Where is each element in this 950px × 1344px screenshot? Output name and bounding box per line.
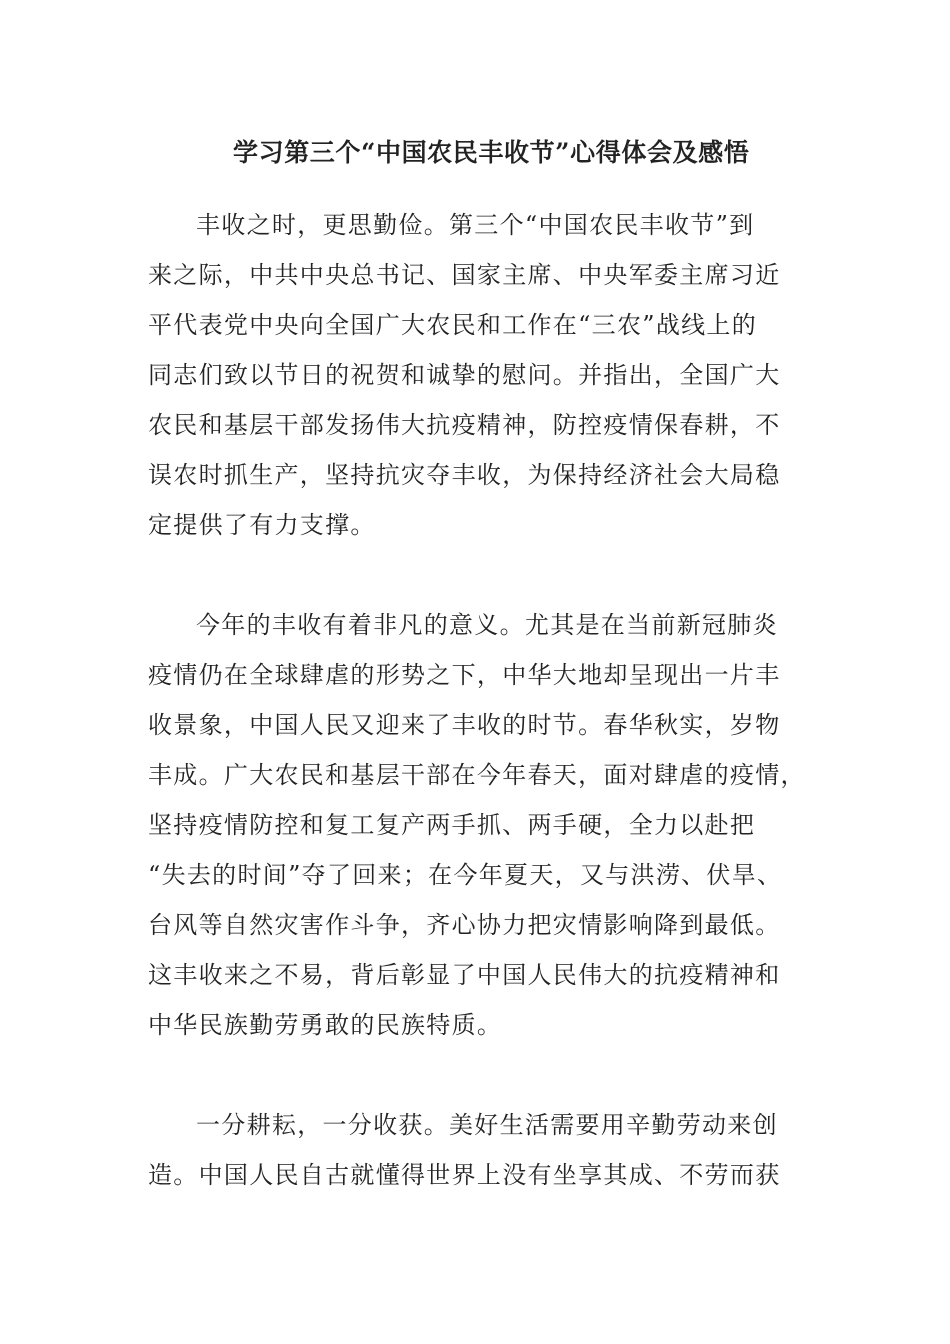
paragraph-1-line-5: 农民和基层干部发扬伟大抗疫精神，防控疫情保春耕，不	[148, 411, 781, 439]
paragraph-2-line-4: 丰成。广大农民和基层干部在今年春天，面对肆虐的疫情，	[148, 761, 806, 789]
paragraph-1-line-6: 误农时抓生产，坚持抗灾夺丰收，为保持经济社会大局稳	[148, 461, 781, 489]
paragraph-2-line-1: 今年的丰收有着非凡的意义。尤其是在当前新冠肺炎	[196, 611, 778, 639]
paragraph-2-line-3: 收景象，中国人民又迎来了丰收的时节。春华秋实，岁物	[148, 711, 781, 739]
paragraph-2-line-9: 中华民族勤劳勇敢的民族特质。	[148, 1011, 503, 1039]
paragraph-2-line-5: 坚持疫情防控和复工复产两手抓、两手硬，全力以赴把	[148, 811, 756, 839]
paragraph-2-line-2: 疫情仍在全球肆虐的形势之下，中华大地却呈现出一片丰	[148, 661, 781, 689]
paragraph-1-line-1: 丰收之时，更思勤俭。第三个“中国农民丰收节”到	[196, 211, 755, 239]
paragraph-3-line-2: 造。中国人民自古就懂得世界上没有坐享其成、不劳而获	[148, 1161, 781, 1189]
paragraph-1-line-2: 来之际，中共中央总书记、国家主席、中央军委主席习近	[148, 261, 781, 289]
paragraph-1-line-4: 同志们致以节日的祝贺和诚挚的慰问。并指出，全国广大	[148, 361, 781, 389]
paragraph-2-line-7: 台风等自然灾害作斗争，齐心协力把灾情影响降到最低。	[148, 911, 781, 939]
paragraph-1-line-3: 平代表党中央向全国广大农民和工作在“三农”战线上的	[148, 311, 758, 339]
document-title: 学习第三个“中国农民丰收节”心得体会及感悟	[233, 138, 750, 167]
paragraph-2-line-6: “失去的时间”夺了回来；在今年夏天，又与洪涝、伏旱、	[148, 861, 783, 889]
paragraph-3-line-1: 一分耕耘，一分收获。美好生活需要用辛勤劳动来创	[196, 1111, 778, 1139]
paragraph-2-line-8: 这丰收来之不易，背后彰显了中国人民伟大的抗疫精神和	[148, 961, 781, 989]
paragraph-1-line-7: 定提供了有力支撑。	[148, 511, 376, 539]
